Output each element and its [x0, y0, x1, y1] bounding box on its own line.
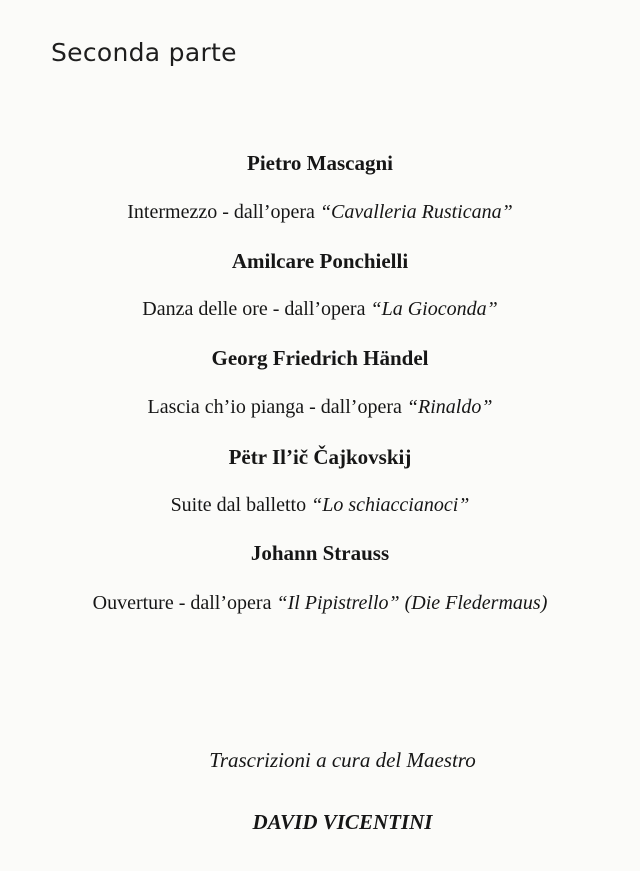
work-strauss: [0, 592, 640, 615]
opera-title: “Il Pipistrello” (Die Fledermaus): [276, 592, 548, 614]
maestro-name: DAVID VICENTINI: [252, 810, 433, 834]
work-description: Danza delle ore - dall’opera: [142, 298, 366, 320]
composer-strauss: Johann Strauss: [250, 541, 390, 565]
opera-title: “Lo schiaccianoci”: [311, 494, 470, 516]
work-mascagni: [0, 201, 640, 224]
work-cajkovskij: [0, 494, 640, 517]
opera-title: “Rinaldo”: [406, 396, 493, 418]
work-description: Intermezzo - dall’opera: [127, 201, 315, 223]
section-title: Seconda parte: [51, 38, 237, 67]
work-description: Ouverture - dall’opera: [92, 592, 272, 614]
work-description: Suite dal balletto: [170, 494, 307, 516]
work-handel: [0, 396, 640, 419]
transcription-credit: Trascrizioni a cura del Maestro: [209, 748, 476, 772]
composer-mascagni: Pietro Mascagni: [247, 151, 393, 175]
work-description: Lascia ch’io pianga - dall’opera: [147, 396, 402, 418]
opera-title: “Cavalleria Rusticana”: [319, 201, 513, 223]
composer-cajkovskij: Pëtr Il’ič Čajkovskij: [228, 445, 412, 469]
work-ponchielli: [0, 298, 640, 321]
composer-handel: Georg Friedrich Händel: [211, 346, 429, 370]
opera-title: “La Gioconda”: [370, 298, 498, 320]
composer-ponchielli: Amilcare Ponchielli: [231, 249, 409, 273]
